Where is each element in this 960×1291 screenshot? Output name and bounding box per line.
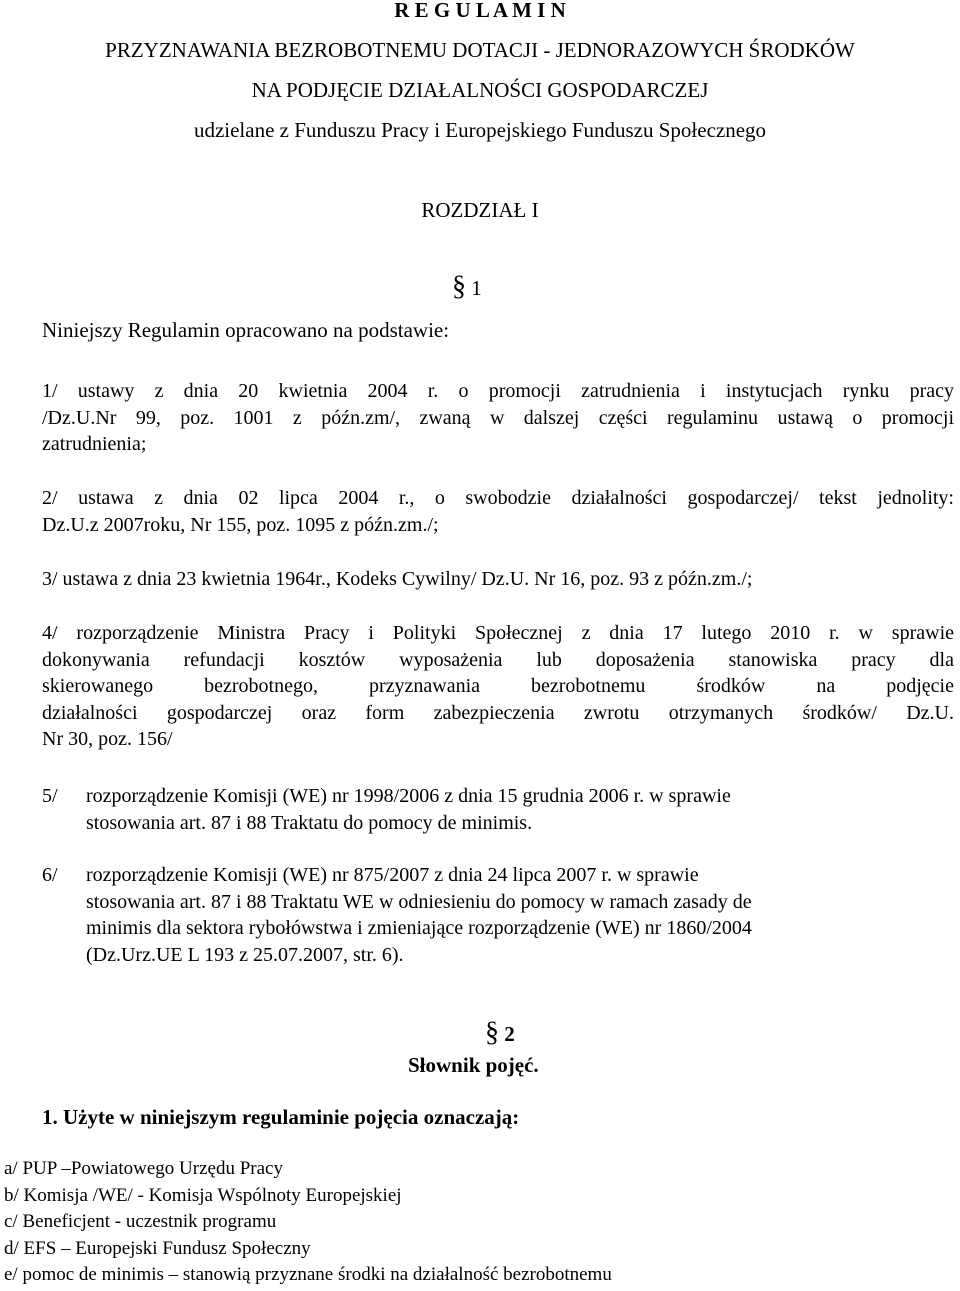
chapter-heading: ROZDZIAŁ I bbox=[421, 198, 539, 222]
list-item-6-line: (Dz.Urz.UE L 193 z 25.07.2007, str. 6). bbox=[86, 943, 404, 966]
definitions-intro: 1. Użyte w niniejszym regulaminie pojęcia oznaczają: bbox=[42, 1105, 520, 1129]
list-item-4-line: działalności gospodarczej oraz form zabezpieczenia zwrotu otrzymanych środków/ Dz.U. bbox=[42, 701, 954, 724]
list-item-5 bbox=[86, 783, 916, 836]
title-line-3: udzielane z Funduszu Pracy i Europejskiego Funduszu Społecznego bbox=[193, 118, 767, 142]
list-item-4 bbox=[42, 620, 954, 753]
section-1-heading bbox=[452, 271, 482, 302]
list-item-1-line: zatrudnienia; bbox=[42, 433, 147, 455]
section-2-heading bbox=[485, 1017, 515, 1048]
list-item-4-line: skierowanego bezrobotnego, przyznawania bezrobotnemu środków na podjęcie bbox=[42, 675, 954, 697]
title-line-1: PRZYZNAWANIA BEZROBOTNEMU DOTACJI - JEDNORAZOWYCH ŚRODKÓW bbox=[105, 38, 855, 62]
list-item-5-line: stosowania art. 87 i 88 Traktatu do pomocy de minimis. bbox=[86, 811, 533, 834]
list-item-1 bbox=[42, 378, 954, 458]
list-item-1-line: 1/ ustawy z dnia 20 kwietnia 2004 r. o promocji zatrudnienia i instytucjach rynku pracy bbox=[42, 380, 954, 402]
definition-item: c/ Beneficjent - uczestnik programu bbox=[4, 1211, 277, 1232]
list-item-3-line: 3/ ustawa z dnia 23 kwietnia 1964r., Kodeks Cywilny/ Dz.U. Nr 16, poz. 93 z późn.zm./; bbox=[42, 568, 753, 590]
list-item-2-line: Dz.U.z 2007roku, Nr 155, poz. 1095 z późn.zm./; bbox=[42, 513, 439, 536]
list-item-5-line: rozporządzenie Komisji (WE) nr 1998/2006 z dnia 15 grudnia 2006 r. w sprawie bbox=[86, 785, 731, 807]
section-number: 2 bbox=[504, 1022, 515, 1046]
definition-item: a/ PUP –Powiatowego Urzędu Pracy bbox=[4, 1158, 283, 1179]
list-item-5-number: 5/ bbox=[42, 785, 58, 807]
list-item-4-line: Nr 30, poz. 156/ bbox=[42, 728, 173, 750]
list-item-4-line: 4/ rozporządzenie Ministra Pracy i Polityki Społecznej z dnia 17 lutego 2010 r. w sprawie bbox=[42, 622, 954, 644]
intro-text: Niniejszy Regulamin opracowano na podstawie: bbox=[42, 318, 450, 342]
list-item-6-line: rozporządzenie Komisji (WE) nr 875/2007 z dnia 24 lipca 2007 r. w sprawie bbox=[86, 864, 699, 886]
document-title: R E G U L A M I N bbox=[394, 0, 566, 22]
list-item-6-number: 6/ bbox=[42, 864, 58, 886]
title-line-2: NA PODJĘCIE DZIAŁALNOŚCI GOSPODARCZEJ bbox=[251, 78, 709, 102]
list-item-1-line: /Dz.U.Nr 99, poz. 1001 z późn.zm/, zwaną w dalszej części regulaminu ustawą o promocji bbox=[42, 406, 954, 429]
list-item-6-line: stosowania art. 87 i 88 Traktatu WE w odniesieniu do pomocy w ramach zasady de bbox=[86, 890, 752, 913]
list-item-6 bbox=[86, 862, 916, 968]
definition-item: e/ pomoc de minimis – stanowią przyznane środki na działalność bezrobotnemu bbox=[4, 1264, 612, 1285]
section-symbol: § bbox=[485, 1017, 499, 1048]
list-item-2-line: 2/ ustawa z dnia 02 lipca 2004 r., o swobodzie działalności gospodarczej/ tekst jednolity: bbox=[42, 487, 954, 509]
section-number: 1 bbox=[471, 276, 482, 300]
definitions-list bbox=[4, 1156, 612, 1289]
definition-item: b/ Komisja /WE/ - Komisja Wspólnoty Europejskiej bbox=[4, 1184, 402, 1206]
section-2-title: Słownik pojęć. bbox=[408, 1053, 539, 1077]
list-item-4-line: dokonywania refundacji kosztów wyposażenia lub doposażenia stanowiska pracy dla bbox=[42, 648, 954, 671]
list-item-6-line: minimis dla sektora rybołówstwa i zmieniające rozporządzenie (WE) nr 1860/2004 bbox=[86, 917, 752, 939]
definition-item: d/ EFS – Europejski Fundusz Społeczny bbox=[4, 1237, 311, 1259]
list-item-3 bbox=[42, 566, 954, 593]
section-symbol: § bbox=[452, 271, 466, 302]
list-item-2 bbox=[42, 485, 954, 538]
